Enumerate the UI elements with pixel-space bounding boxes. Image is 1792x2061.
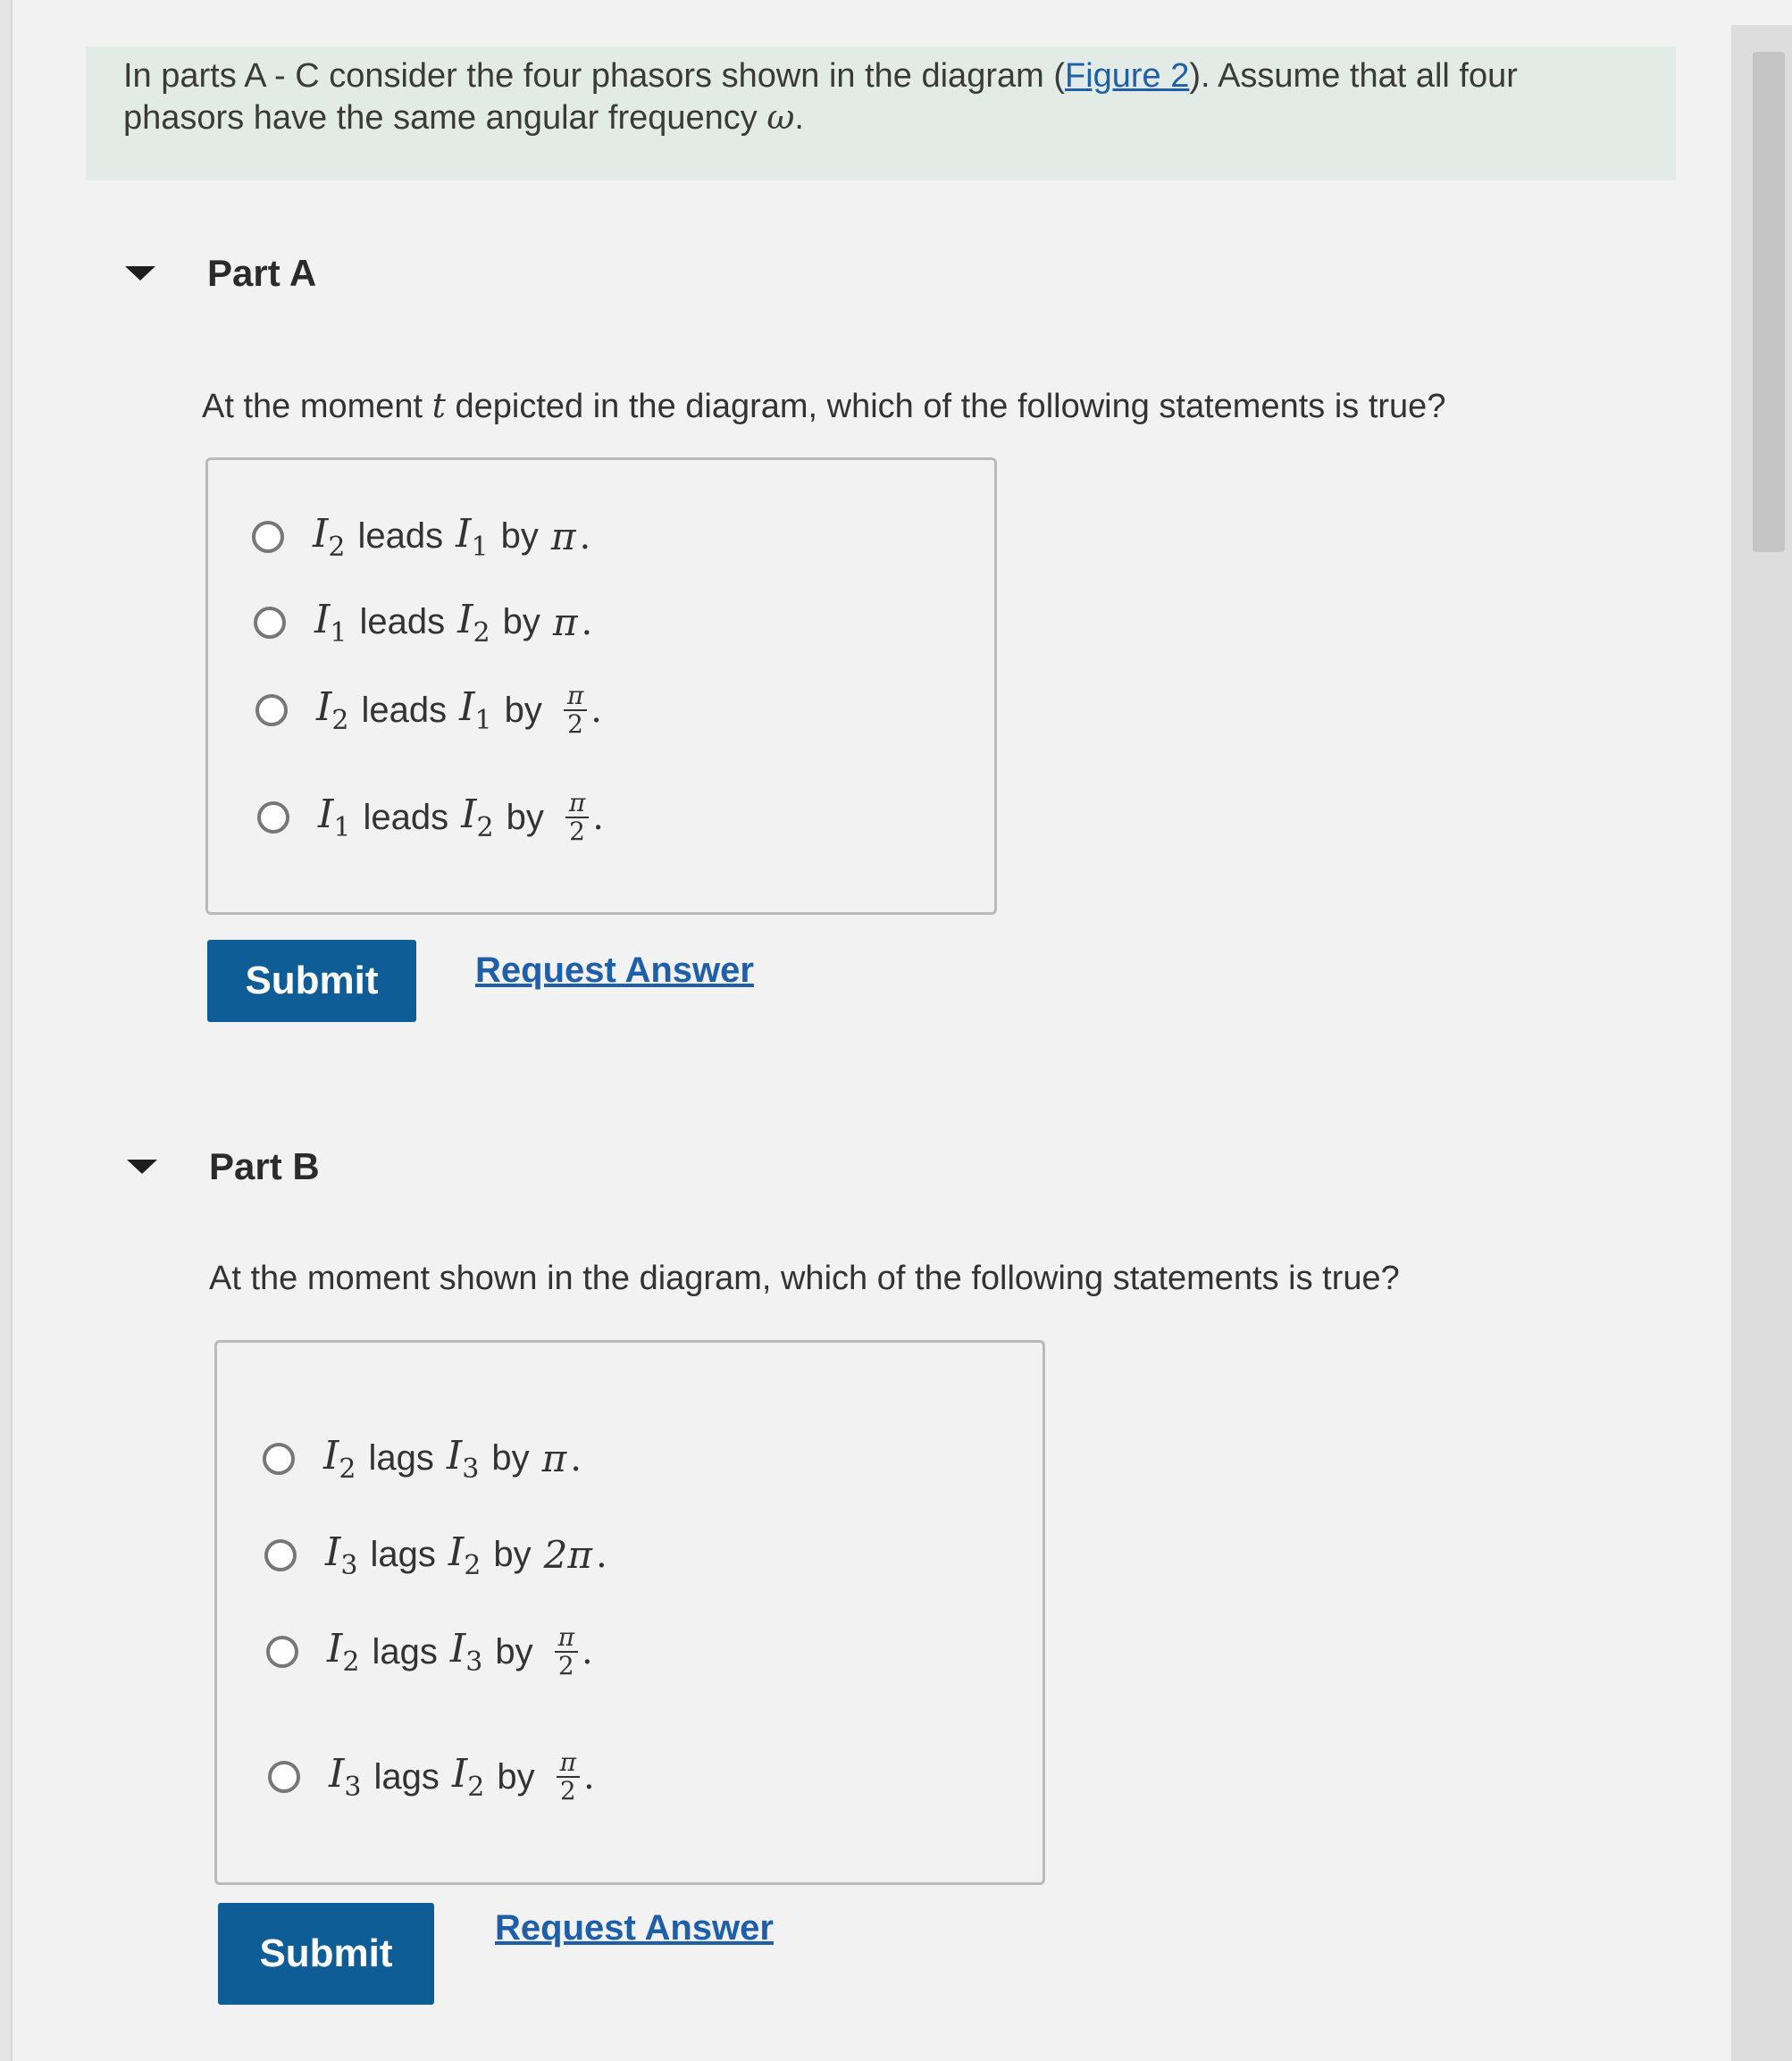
collapse-caret-icon[interactable] [127, 1160, 157, 1174]
part-a-request-answer-link[interactable]: Request Answer [475, 951, 754, 990]
option-by: by [504, 690, 542, 730]
option-period: . [590, 690, 602, 731]
option-verb: lags [370, 1535, 436, 1575]
option-subject: $I_2$ [313, 511, 346, 563]
part-b-option-3[interactable] [266, 1624, 593, 1680]
option-amount: π [552, 600, 578, 645]
part-a-option-3[interactable] [255, 683, 602, 738]
radio-button[interactable] [264, 1539, 297, 1571]
option-subject: $I_3$ [329, 1751, 362, 1803]
pi-over-two-fraction: $\frac{\pi}{2}$ [557, 1749, 580, 1805]
option-by: by [502, 602, 540, 642]
question-variable-t: t [431, 386, 446, 425]
option-by: by [497, 1756, 535, 1797]
option-verb: leads [363, 797, 449, 837]
intro-text [123, 55, 1638, 138]
option-object: $I_2$ [457, 597, 490, 649]
option-verb: lags [372, 1631, 438, 1671]
pi-over-two-fraction: $\frac{\pi}{2}$ [565, 790, 589, 845]
option-amount: π [550, 515, 576, 559]
part-a-option-4[interactable] [257, 790, 604, 845]
part-a-option-2[interactable] [254, 597, 592, 649]
intro-text-middle: ). Assume that all four phasors have the same angular frequency [123, 57, 1518, 137]
pi-over-two-fraction: $\frac{\pi}{2}$ [555, 1624, 578, 1680]
omega-symbol: ω [766, 97, 795, 137]
option-by: by [495, 1631, 533, 1671]
option-verb: leads [357, 516, 444, 557]
collapse-caret-icon[interactable] [125, 266, 155, 281]
part-b-request-answer-link[interactable]: Request Answer [495, 1908, 774, 1948]
option-period: . [579, 515, 591, 557]
radio-button[interactable] [266, 1636, 298, 1668]
option-verb: lags [368, 1438, 434, 1479]
part-a-question [202, 386, 1445, 426]
option-subject: $I_1$ [318, 792, 351, 843]
part-a-question-end: depicted in the diagram, which of the following statements is true? [445, 388, 1446, 425]
option-verb: lags [373, 1756, 440, 1797]
part-a-question-start: At the moment [202, 388, 432, 425]
intro-text-end: . [794, 99, 804, 137]
option-verb: leads [361, 690, 448, 730]
part-a-submit-button[interactable]: Submit [207, 940, 416, 1022]
part-b-question: At the moment shown in the diagram, which of the following statements is true? [209, 1260, 1400, 1297]
option-by: by [506, 797, 544, 837]
option-object: $I_3$ [446, 1433, 480, 1485]
option-amount: π [541, 1437, 567, 1481]
option-period: . [595, 1534, 607, 1576]
radio-button[interactable] [268, 1761, 300, 1793]
option-period: . [581, 601, 593, 643]
figure-link[interactable]: Figure 2 [1064, 57, 1190, 95]
option-by: by [493, 1535, 532, 1575]
radio-button[interactable] [252, 521, 284, 553]
option-period: . [570, 1437, 582, 1479]
option-period: . [582, 1631, 593, 1672]
option-verb: leads [359, 602, 446, 642]
part-b-option-1[interactable] [263, 1433, 582, 1485]
pi-over-two-fraction: $\frac{\pi}{2}$ [564, 683, 587, 738]
radio-button[interactable] [254, 607, 286, 639]
scrollbar-thumb[interactable] [1753, 52, 1785, 552]
option-object: $I_3$ [449, 1626, 483, 1678]
option-period: . [583, 1756, 595, 1797]
scrollbar-track[interactable] [1731, 25, 1792, 2061]
option-by: by [491, 1438, 530, 1479]
option-subject: $I_2$ [316, 684, 349, 736]
part-b-option-4[interactable] [268, 1749, 595, 1805]
option-object: $I_1$ [459, 684, 492, 736]
part-b-submit-button[interactable]: Submit [218, 1903, 434, 2005]
option-subject: $I_3$ [325, 1529, 358, 1581]
part-a-title: Part A [207, 252, 317, 294]
part-a-header[interactable] [125, 252, 316, 295]
option-subject: $I_2$ [327, 1626, 360, 1678]
option-subject: $I_2$ [323, 1433, 356, 1485]
part-b-header[interactable] [127, 1145, 320, 1188]
intro-box [86, 46, 1676, 180]
option-period: . [592, 797, 604, 838]
part-b-title: Part B [209, 1145, 320, 1187]
part-b-option-2[interactable] [264, 1529, 607, 1581]
radio-button[interactable] [263, 1443, 295, 1475]
option-by: by [500, 516, 539, 557]
intro-text-start: In parts A - C consider the four phasors shown in the diagram ( [123, 57, 1065, 95]
option-amount: 2π [543, 1533, 592, 1578]
option-object: $I_2$ [448, 1529, 481, 1581]
option-subject: $I_1$ [314, 597, 348, 649]
radio-button[interactable] [257, 801, 289, 834]
part-a-option-1[interactable] [252, 511, 590, 563]
option-object: $I_2$ [461, 792, 494, 843]
page-left-edge [0, 0, 13, 2061]
radio-button[interactable] [255, 694, 288, 726]
option-object: $I_2$ [451, 1751, 485, 1803]
option-object: $I_1$ [456, 511, 489, 563]
